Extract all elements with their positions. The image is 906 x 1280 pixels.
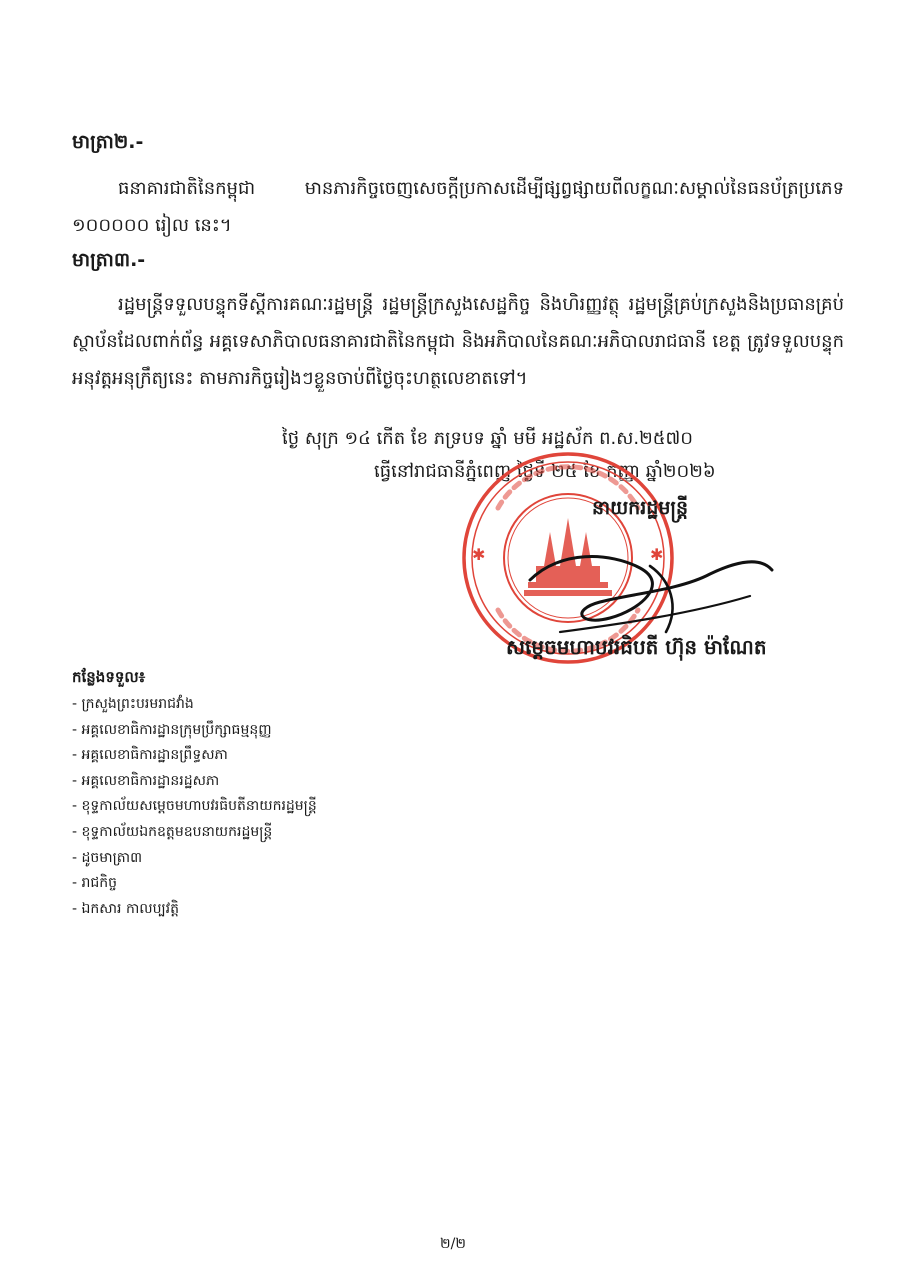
list-item: - ដូចមាត្រា៣ bbox=[72, 849, 143, 866]
svg-text:✱: ✱ bbox=[650, 545, 664, 564]
article-3-text bbox=[72, 286, 844, 397]
list-item: - ខុទ្ទកាល័យឯកឧត្តមឧបនាយករដ្ឋមន្ត្រី bbox=[72, 823, 273, 840]
list-item: - ក្រសួងព្រះបរមរាជវាំង bbox=[72, 696, 194, 712]
article-3-body: រដ្ឋមន្ត្រីទទួលបន្ទុកទីស្តីការគណៈរដ្ឋមន្ត្រី រដ្ឋមន្ត្រីក្រសួងសេដ្ឋកិច្ច និងហិរញ្ញវត្ថុ រដ្ឋមន្ត្រីគ្រប់ក្រសួងនិងប្រធានគ្រប់ស្ថាប័នដែលពាក់ព័ន្ធ អគ្គទេសាភិបាលធនាគារជាតិនៃកម្ពុជា និងអភិបាលនៃគណៈអភិបាលរាជធានី ខេត្ត ត្រូវទទួលបន្ទុកអនុវត្តអនុក្រឹត្យនេះ តាមភារកិច្ចរៀងៗខ្លួនចាប់ពីថ្ងៃចុះហត្ថលេខាតទៅ។ bbox=[72, 294, 844, 389]
recipients-list bbox=[72, 692, 317, 922]
svg-text:✱: ✱ bbox=[472, 545, 486, 564]
signer-name: សម្តេចមហាបវរធិបតី ហ៊ុន ម៉ាណែត bbox=[506, 635, 767, 659]
solar-date: ធ្វើនៅរាជធានីភ្នំពេញ ថ្ងៃទី ២៥ ខែ កញ្ញា ឆ្នាំ២០២៦ bbox=[374, 461, 716, 482]
signer-title: នាយករដ្ឋមន្ត្រី bbox=[592, 497, 689, 519]
article-2-text bbox=[72, 170, 844, 244]
list-item: - ខុទ្ទកាល័យសម្តេចមហាបវរធិបតីនាយករដ្ឋមន្ត្រី bbox=[72, 798, 317, 815]
handwritten-signature bbox=[520, 540, 780, 640]
recipients-title: កន្លែងទទួល៖ bbox=[72, 668, 146, 686]
article-2-body: ធនាគារជាតិនៃកម្ពុជា មានភារកិច្ចចេញសេចក្តីប្រកាសដើម្បីផ្សព្វផ្សាយពីលក្ខណៈសម្គាល់នៃធនប័ត្រប្រភេទ ១០០០០០ រៀល នេះ។ bbox=[72, 178, 844, 236]
list-item: - អគ្គលេខាធិការដ្ឋានព្រឹទ្ធសភា bbox=[72, 747, 228, 764]
article-3-title: មាត្រា៣.- bbox=[72, 249, 146, 271]
list-item: - អគ្គលេខាធិការដ្ឋានក្រុមប្រឹក្សាធម្មនុញ្ញ bbox=[72, 721, 272, 738]
lunar-date: ថ្ងៃ សុក្រ ១៤ កើត ខែ ភទ្របទ ឆ្នាំ មមី អដ្ឋស័ក ព.ស.២៥៧០ bbox=[282, 428, 693, 449]
list-item: - អគ្គលេខាធិការដ្ឋានរដ្ឋសភា bbox=[72, 772, 220, 789]
page-number: ២/២ bbox=[440, 1236, 466, 1252]
list-item: - រាជកិច្ច bbox=[72, 875, 118, 892]
article-2-title: មាត្រា២.- bbox=[72, 131, 144, 153]
list-item: - ឯកសារ កាលប្បវត្តិ bbox=[72, 900, 179, 917]
